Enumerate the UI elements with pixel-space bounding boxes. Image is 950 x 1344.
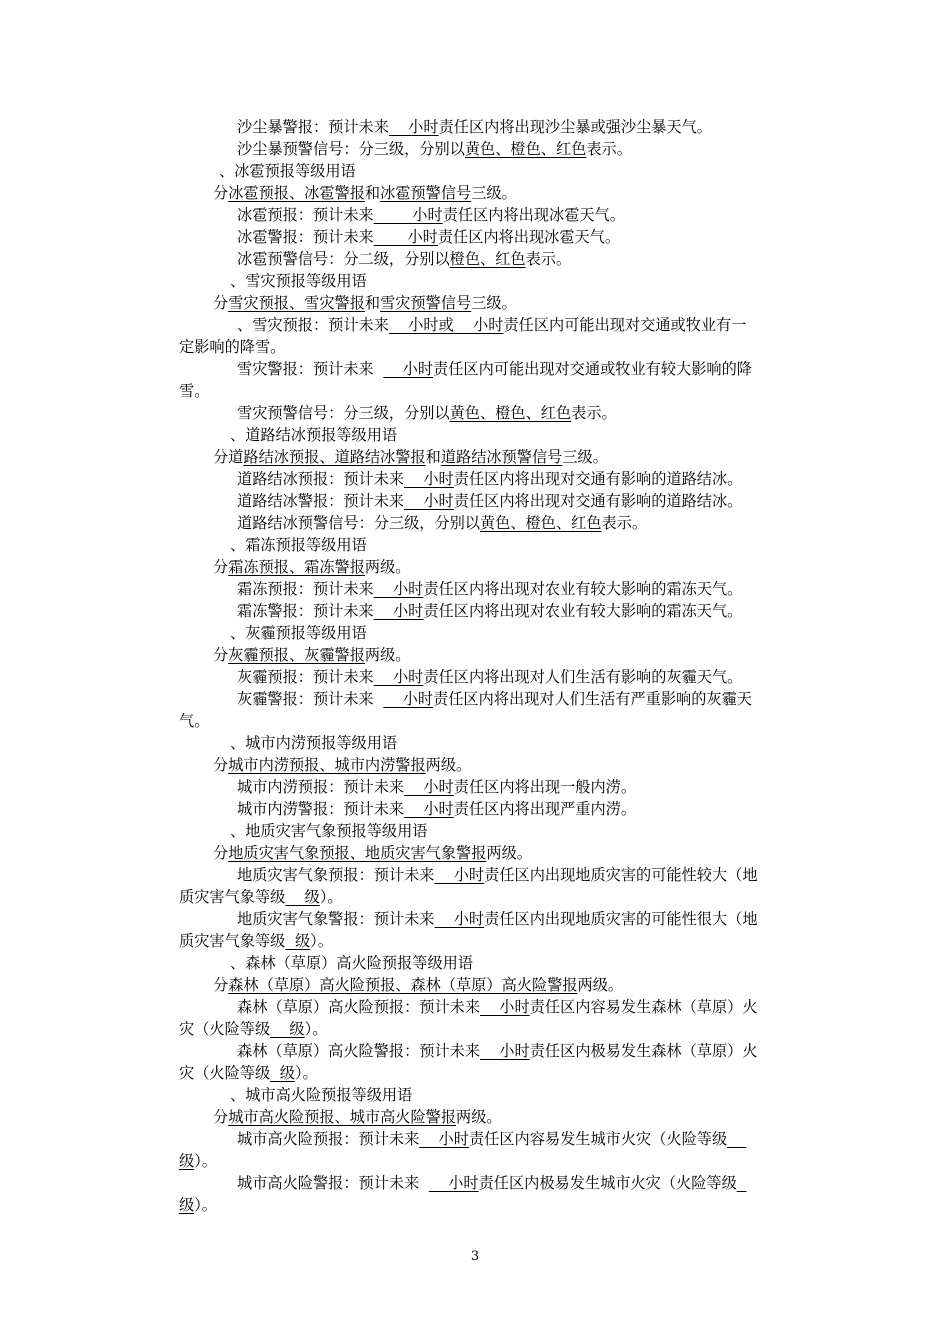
text-segment: 城市内涝警报：预计未来: [237, 800, 405, 818]
text-line: [237, 468, 742, 490]
text-line: [237, 578, 742, 600]
underlined-term: 级: [270, 1020, 305, 1038]
underlined-term: 小时: [383, 360, 434, 378]
text-line: [237, 1040, 758, 1062]
text-segment: 道路结冰预报：预计未来: [237, 470, 405, 488]
text-line: [237, 798, 636, 820]
text-segment: 、森林（草原）高火险预报等级用语: [230, 954, 473, 972]
text-segment: 责任区内将出现冰雹天气。: [437, 228, 621, 246]
text-segment: 雪。: [179, 382, 210, 400]
text-line: [237, 248, 571, 270]
underlined-term: 小时: [434, 866, 485, 884]
underlined-term: 级: [285, 888, 320, 906]
text-segment: 两级。: [364, 558, 411, 576]
text-line: [179, 886, 343, 908]
text-segment: 分: [213, 1108, 229, 1126]
text-segment: 两级。: [486, 844, 532, 862]
text-line: [213, 754, 471, 776]
text-line: [237, 776, 636, 798]
text-line: [237, 1172, 746, 1194]
text-segment: 灾（火险等级: [179, 1064, 271, 1082]
text-segment: 责任区内将出现对人们生活有严重影响的灰霾天: [433, 690, 752, 708]
text-line: [179, 710, 209, 732]
text-segment: 分: [213, 844, 229, 862]
text-segment: 质灾害气象等级: [179, 888, 286, 906]
underlined-term: 森林（草原）高火险预报、森林（草原）高火险警报: [228, 976, 578, 994]
text-line: [179, 336, 285, 358]
text-segment: 责任区内极易发生森林（草原）火: [529, 1042, 758, 1060]
text-segment: 霜冻预报：预计未来: [237, 580, 374, 598]
text-segment: 雪灾预警信号：分三级，分别以: [237, 404, 450, 422]
text-segment: 责任区内将出现冰雹天气。: [442, 206, 625, 224]
underlined-term: [737, 1174, 747, 1192]
underlined-term: 冰雹预报、冰雹警报: [228, 184, 365, 202]
text-segment: 道路结冰警报：预计未来: [237, 492, 405, 510]
underlined-term: 黄色、橙色、红色: [449, 404, 572, 422]
text-segment: 冰雹预报：预计未来: [237, 206, 374, 224]
text-segment: ）。: [319, 888, 343, 906]
text-line: [237, 908, 758, 930]
text-line: [179, 1018, 327, 1040]
text-line: [237, 314, 746, 336]
text-line: [237, 138, 632, 160]
text-segment: 森林（草原）高火险预报：预计未来: [237, 998, 480, 1016]
text-segment: 地质灾害气象预报：预计未来: [237, 866, 435, 884]
text-segment: 沙尘暴警报：预计未来: [237, 118, 389, 136]
underlined-term: 小时: [373, 228, 438, 246]
text-line: [237, 600, 742, 622]
text-line: [237, 666, 742, 688]
text-segment: ）。: [194, 1152, 217, 1170]
underlined-term: 小时: [428, 1174, 479, 1192]
text-segment: 定影响的降雪。: [179, 338, 286, 356]
underlined-term: 级: [179, 1152, 195, 1170]
text-line: [237, 512, 647, 534]
text-segment: 、冰雹预报等级用语: [219, 162, 356, 180]
text-line: [213, 446, 608, 468]
text-segment: 两级。: [364, 646, 411, 664]
text-line: [230, 1084, 412, 1106]
underlined-term: 冰雹预警信号: [380, 184, 472, 202]
text-segment: 气。: [179, 712, 210, 730]
text-segment: 和: [364, 294, 381, 312]
underlined-term: 小时: [434, 910, 485, 928]
text-segment: 城市高火险警报：预计未来: [237, 1174, 429, 1192]
text-line: [237, 358, 752, 380]
text-segment: 三级。: [471, 294, 517, 312]
text-segment: 城市内涝预报：预计未来: [237, 778, 405, 796]
underlined-term: 小时: [404, 778, 454, 796]
text-segment: 表示。: [586, 140, 632, 158]
text-segment: ）。: [310, 932, 333, 950]
underlined-term: 小时或: [388, 316, 454, 334]
text-segment: 责任区内容易发生城市火灾（火险等级: [468, 1130, 728, 1148]
underlined-term: 橙色、红色: [449, 250, 526, 268]
underlined-term: 灰霾预报、灰霾警报: [228, 646, 365, 664]
text-segment: 分: [213, 976, 229, 994]
text-line: [237, 688, 752, 710]
text-segment: 表示。: [601, 514, 648, 532]
text-segment: 道路结冰预警信号：分三级，分别以: [237, 514, 480, 532]
text-segment: 分道: [213, 448, 244, 466]
text-line: [213, 556, 410, 578]
underlined-term: 地质灾害气象预报、地质灾害气象警报: [228, 844, 487, 862]
text-segment: 、城市高火险预报等级用语: [230, 1086, 413, 1104]
text-segment: 、霜冻预报等级用语: [230, 536, 367, 554]
text-segment: 分: [213, 646, 229, 664]
text-segment: 三级。: [471, 184, 517, 202]
underlined-term: 小时: [404, 470, 454, 488]
text-segment: 灰霾预报：预计未来: [237, 668, 374, 686]
text-segment: 地质灾害气象警报：预计未来: [237, 910, 435, 928]
text-segment: 责任区内出现地质灾害的可能性较大（地: [484, 866, 758, 884]
text-segment: 责任区内将出现严重内涝。: [453, 800, 636, 818]
underlined-term: 雪灾预报、雪灾警报: [228, 294, 365, 312]
text-segment: 表示。: [571, 404, 617, 422]
text-segment: 质灾害气象等级: [179, 932, 286, 950]
text-segment: ）。: [194, 1196, 217, 1214]
text-line: [179, 380, 209, 402]
underlined-term: 道路结冰预警信号: [440, 448, 563, 466]
underlined-term: 小时: [388, 118, 439, 136]
text-segment: 分: [213, 294, 229, 312]
text-segment: 、地质灾害气象预报等级用语: [230, 822, 428, 840]
underlined-term: 小时: [480, 1042, 530, 1060]
text-line: [213, 842, 532, 864]
text-segment: 分: [213, 756, 229, 774]
text-segment: 灾（火险等级: [179, 1020, 271, 1038]
text-line: [230, 820, 427, 842]
underlined-term: 级: [285, 932, 311, 950]
text-line: [219, 160, 356, 182]
text-segment: 和: [364, 184, 381, 202]
text-segment: 、灰霾预报等级用语: [230, 624, 367, 642]
underlined-term: 小时: [373, 206, 443, 224]
text-segment: 责任区内可能出现对交通或牧业有一: [503, 316, 747, 334]
underlined-term: 霜冻预报、霜冻警报: [228, 558, 365, 576]
text-segment: 责任区内极易发生城市火灾（火险等级: [478, 1174, 737, 1192]
text-line: [237, 1128, 746, 1150]
text-segment: 霜冻警报：预计未来: [237, 602, 374, 620]
text-line: [237, 226, 620, 248]
text-line: [237, 204, 625, 226]
text-line: [230, 534, 367, 556]
underlined-term: 雪灾预警信号: [380, 294, 472, 312]
text-segment: 冰雹预警信号：分二级，分别以: [237, 250, 450, 268]
text-line: [237, 996, 758, 1018]
underlined-term: 级: [179, 1196, 195, 1214]
text-line: [179, 1062, 318, 1084]
underlined-term: 城市内涝预报、城市内涝警报: [228, 756, 426, 774]
underlined-term: 黄色、橙色、红色: [480, 514, 602, 532]
text-segment: 责任区内将出现对交通有影响的道路结冰。: [453, 470, 743, 488]
text-line: [179, 930, 333, 952]
text-segment: 和: [425, 448, 441, 466]
text-segment: 沙尘暴预警信号：分三级，分别以: [237, 140, 465, 158]
text-line: [230, 424, 397, 446]
page-number: 3: [470, 1249, 480, 1264]
text-segment: 两级。: [577, 976, 624, 994]
text-line: [213, 182, 517, 204]
underlined-term: 城市高火险预报、城市高火险警报: [228, 1108, 456, 1126]
text-segment: 责任区内将出现对农业有较大影响的霜冻天气。: [423, 602, 743, 620]
text-line: [213, 974, 623, 996]
underlined-term: [727, 1130, 746, 1148]
text-line: [213, 644, 410, 666]
text-line: [230, 732, 397, 754]
underlined-term: 小时: [373, 602, 424, 620]
text-segment: 雪灾警报：预计未来: [237, 360, 384, 378]
text-segment: 城市高火险预报：预计未来: [237, 1130, 420, 1148]
text-segment: 表示。: [525, 250, 572, 268]
text-segment: 责任区内将出现对人们生活有影响的灰霾天气。: [423, 668, 743, 686]
text-segment: 冰雹警报：预计未来: [237, 228, 374, 246]
text-line: [179, 1150, 217, 1172]
text-line: [237, 116, 712, 138]
text-segment: 责任区内可能出现对交通或牧业有较大影响的降: [433, 360, 752, 378]
text-line: [230, 952, 473, 974]
text-segment: 三级。: [562, 448, 608, 466]
text-segment: 责任区内将出现一般内涝。: [453, 778, 636, 796]
text-line: [237, 864, 758, 886]
underlined-term: 小时: [373, 668, 424, 686]
text-line: [237, 490, 742, 512]
underlined-term: 黄色、橙色、红色: [464, 140, 587, 158]
text-line: [179, 1194, 217, 1216]
text-segment: 、雪灾预报：预计未来: [237, 316, 389, 334]
underlined-term: 小时: [373, 580, 424, 598]
text-segment: 责任区内容易发生森林（草原）火: [529, 998, 758, 1016]
text-segment: 两级。: [456, 1108, 502, 1126]
text-segment: 责任区内出现地质灾害的可能性很大（地: [484, 910, 758, 928]
text-segment: 责任区内将出现对农业有较大影响的霜冻天气。: [423, 580, 743, 598]
text-segment: 森林（草原）高火险警报：预计未来: [237, 1042, 480, 1060]
underlined-term: 小时: [453, 316, 504, 334]
text-segment: 、雪灾预报等级用语: [230, 272, 367, 290]
underlined-term: 级: [270, 1064, 295, 1082]
text-line: [230, 622, 367, 644]
text-segment: 责任区内将出现对交通有影响的道路结冰。: [453, 492, 743, 510]
underlined-term: 小时: [383, 690, 434, 708]
text-segment: ）。: [304, 1020, 328, 1038]
underlined-term: 小时: [480, 998, 530, 1016]
text-segment: ）。: [294, 1064, 318, 1082]
text-line: [213, 1106, 502, 1128]
underlined-term: 小时: [404, 492, 454, 510]
underlined-term: 小时: [404, 800, 454, 818]
text-segment: 、城市内涝预报等级用语: [230, 734, 398, 752]
text-segment: 两级。: [425, 756, 472, 774]
text-line: [237, 402, 617, 424]
text-segment: 分: [213, 558, 229, 576]
text-segment: 分: [213, 184, 229, 202]
underlined-term: 路结冰预报、道路结冰警报: [243, 448, 426, 466]
text-segment: 责任区内将出现沙尘暴或强沙尘暴天气。: [438, 118, 712, 136]
text-segment: 、道路结冰预报等级用语: [230, 426, 398, 444]
text-line: [230, 270, 367, 292]
text-segment: 灰霾警报：预计未来: [237, 690, 384, 708]
text-line: [213, 292, 517, 314]
underlined-term: 小时: [419, 1130, 469, 1148]
